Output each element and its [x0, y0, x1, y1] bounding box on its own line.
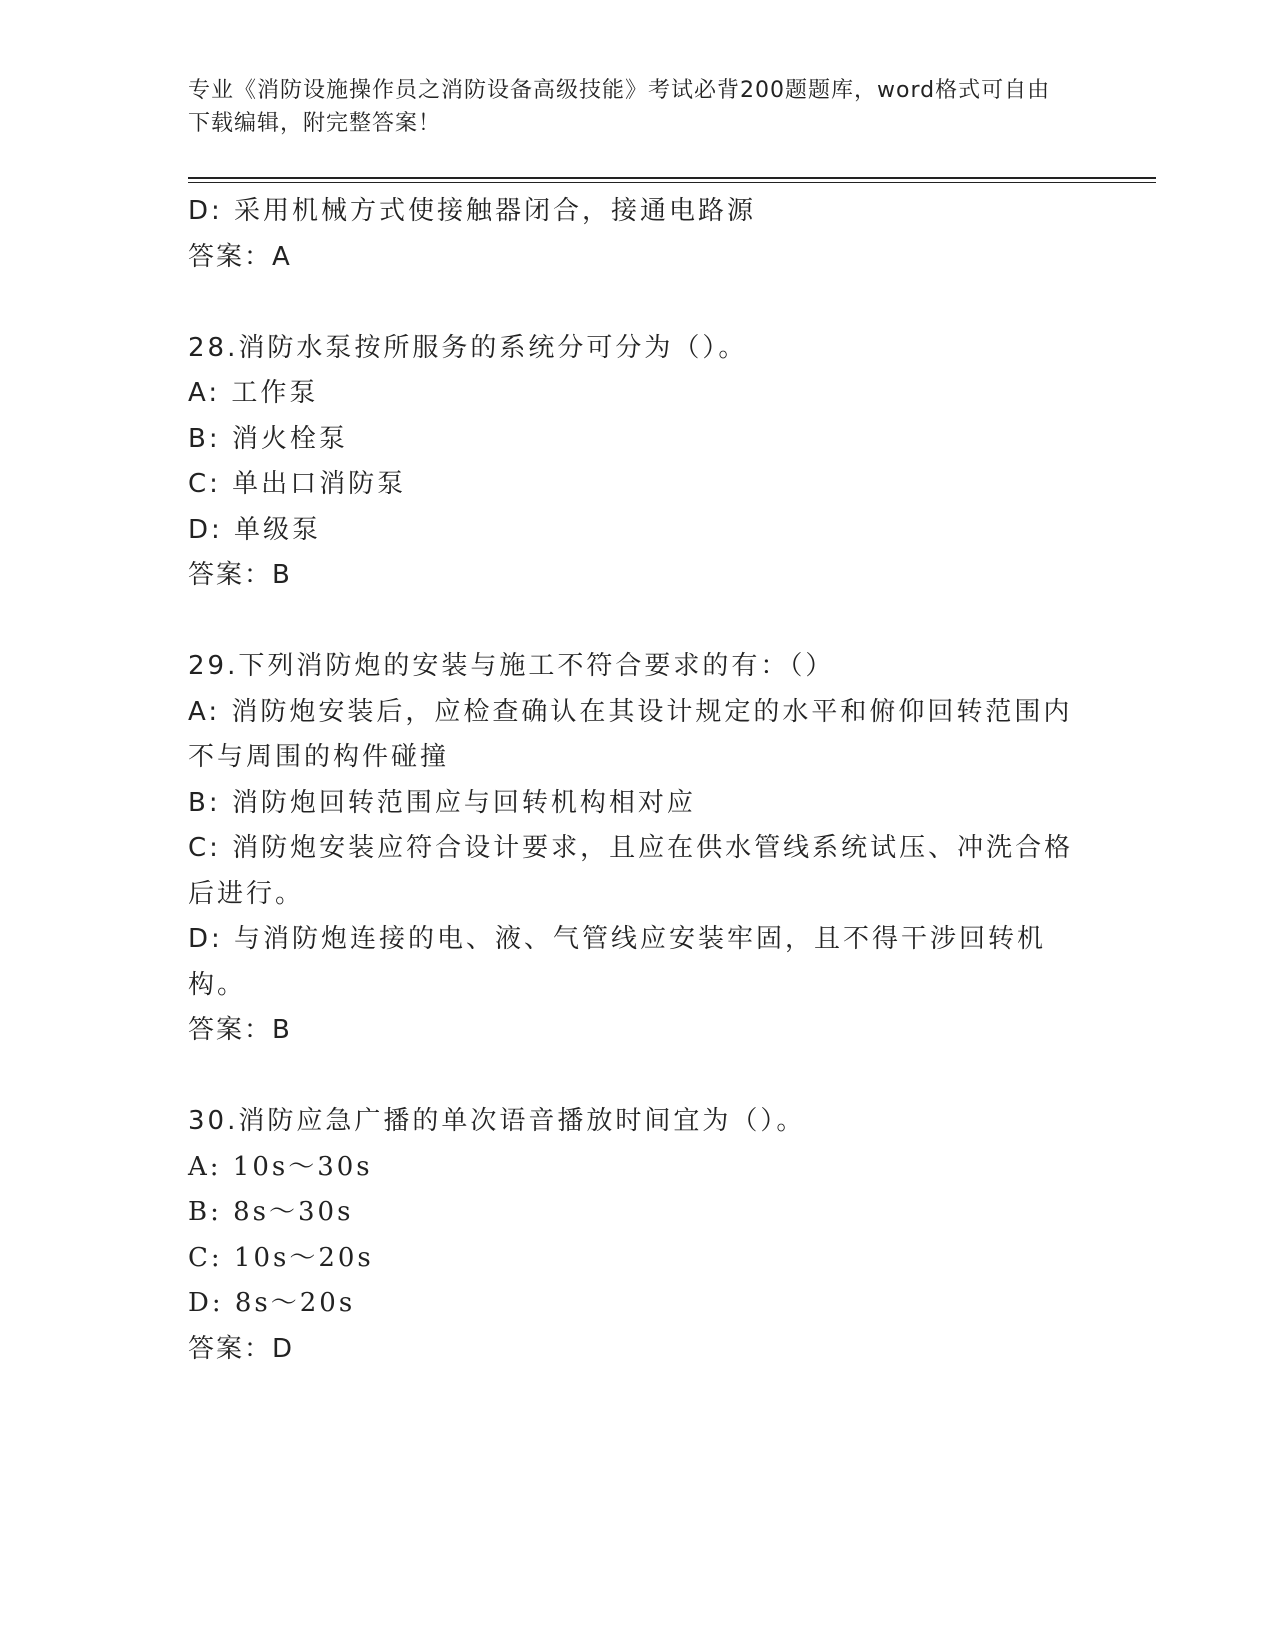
question-28-answer: 答案：B: [188, 560, 292, 590]
question-30-option-b: B: 8s～30s: [188, 1197, 354, 1227]
header-divider-thin: [188, 182, 1156, 183]
question-29-option-d: D: 与消防炮连接的电、液、气管线应安装牢固，且不得干涉回转机构。: [188, 924, 1047, 1000]
question-30-option-c: C: 10s～20s: [188, 1242, 374, 1273]
question-30-option-a: A: 10s～30s: [188, 1151, 373, 1182]
spacer: [188, 280, 1083, 326]
question-29-option-b: B: 消防炮回转范围应与回转机构相对应: [188, 787, 696, 818]
question-27-answer: 答案：A: [188, 241, 292, 272]
question-28-option-d: D: 单级泵: [188, 514, 322, 545]
header-divider-thick: [188, 177, 1156, 179]
question-30-stem: 30.消防应急广播的单次语音播放时间宜为（）。: [188, 1106, 806, 1136]
question-29-option-c: C: 消防炮安装应符合设计要求，且应在供水管线系统试压、冲洗合格后进行。: [188, 833, 1074, 909]
question-28-stem: 28.消防水泵按所服务的系统分可分为（）。: [188, 332, 748, 363]
question-29-answer: 答案：B: [188, 1015, 292, 1045]
spacer: [188, 599, 1083, 645]
question-list: [188, 189, 1083, 1372]
question-30-answer: 答案：D: [188, 1333, 295, 1364]
spacer: [188, 1054, 1083, 1100]
question-28-option-b: B: 消火栓泵: [188, 423, 348, 454]
question-29-stem: 29.下列消防炮的安装与施工不符合要求的有：（）: [188, 651, 835, 681]
question-29-option-a: A: 消防炮安装后，应检查确认在其设计规定的水平和俯仰回转范围内不与周围的构件碰撞: [188, 696, 1073, 772]
question-27-option-d: D: 采用机械方式使接触器闭合，接通电路源: [188, 196, 757, 226]
question-28-option-a: A: 工作泵: [188, 378, 319, 408]
question-28-option-c: C: 单出口消防泵: [188, 469, 407, 499]
question-30-option-d: D: 8s～20s: [188, 1288, 356, 1318]
document-header: 专业《消防设施操作员之消防设备高级技能》考试必背200题题库，word格式可自由下载编辑，附完整答案！: [188, 78, 1051, 136]
